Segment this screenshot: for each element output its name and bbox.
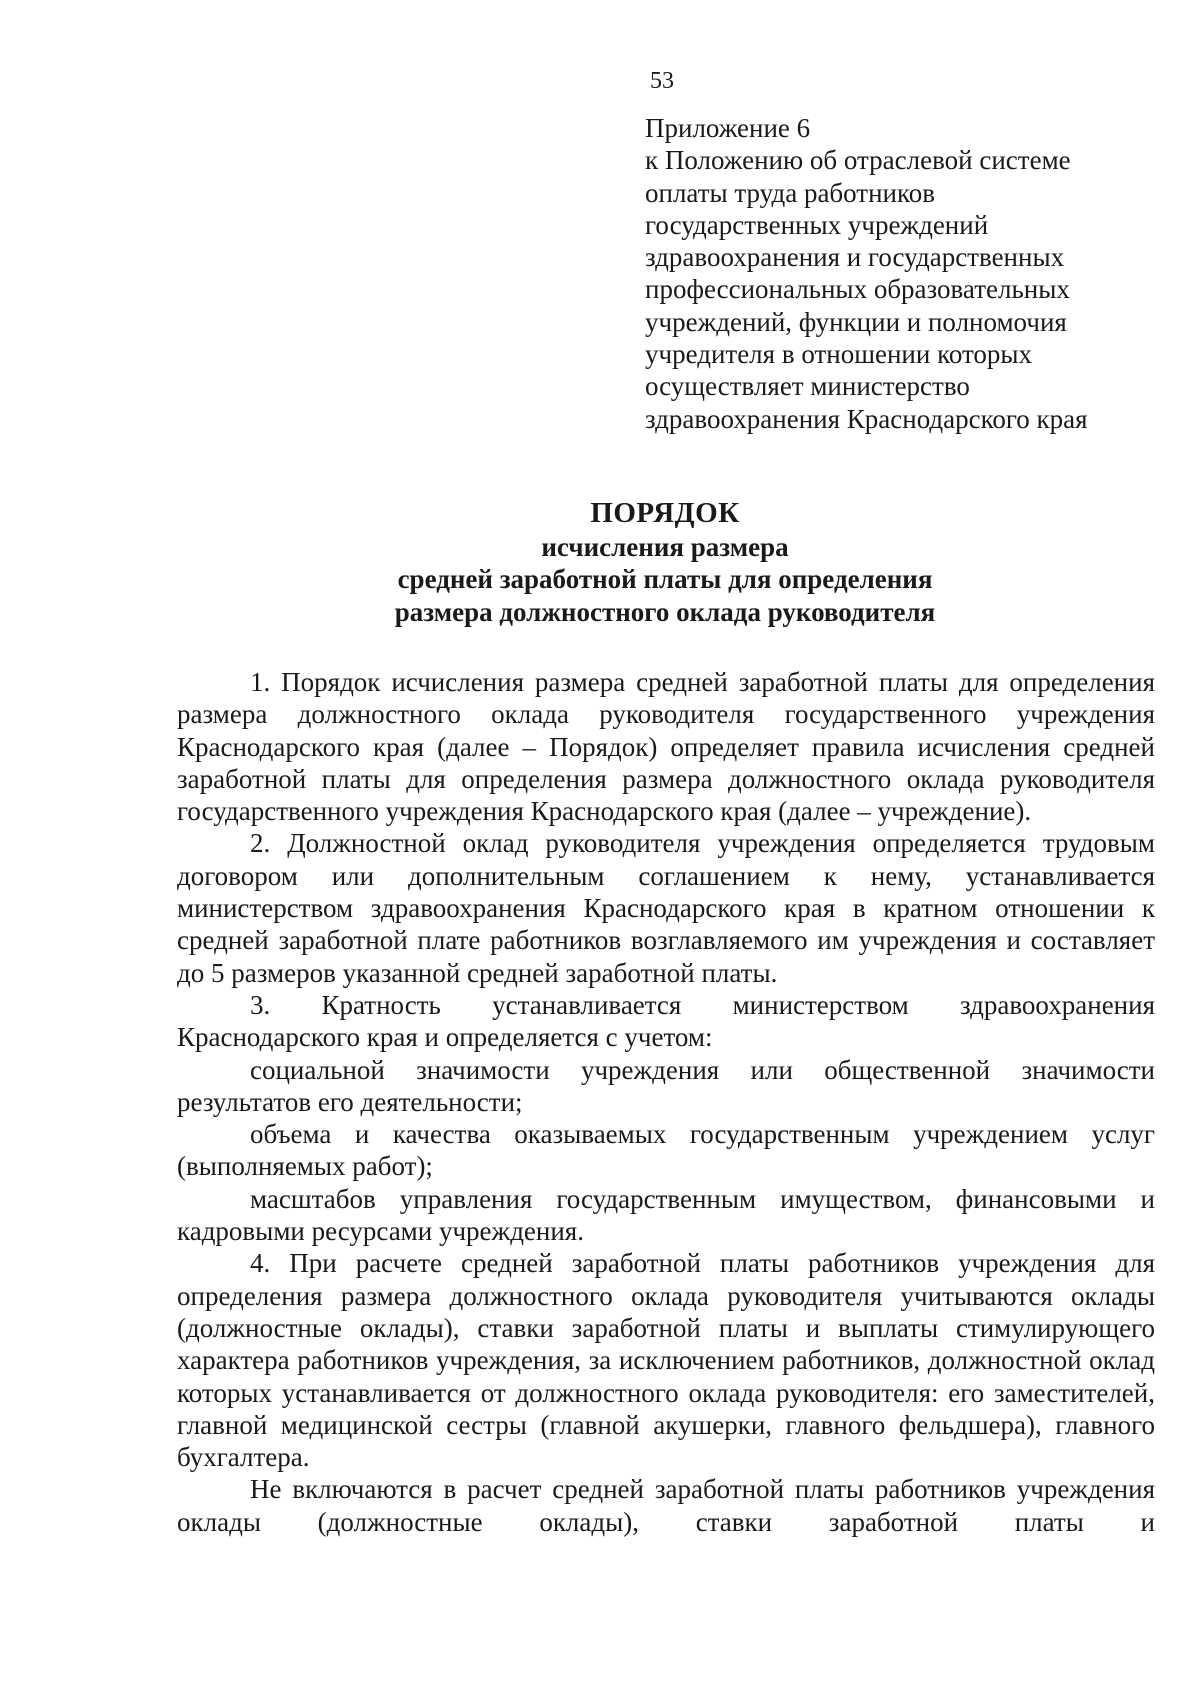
- paragraph-2: 2. Должностной оклад руководителя учреждения определяется трудовым договором или дополнительным соглашением к нему, устанавливается министерством здравоохранения Краснодарского края в кратном отношении к средней заработной плате работников возглавляемого им учреждения и составляет до 5 размеров указанной средней заработной платы.: [177, 828, 1155, 988]
- document-body: [177, 666, 1155, 1538]
- appendix-line: здравоохранения Краснодарского края: [645, 403, 1088, 434]
- paragraph-4-continued: Не включаются в расчет средней заработной платы работников учреждения оклады (должностные оклады), ставки заработной платы и: [177, 1474, 1155, 1537]
- title-line: размера должностного оклада руководителя: [394, 596, 936, 627]
- title-main: ПОРЯДОК: [590, 497, 740, 529]
- appendix-line: учредителя в отношении которых: [645, 339, 1033, 370]
- paragraph-3: 3. Кратность устанавливается министерством здравоохранения Краснодарского края и определяется с учетом:: [177, 989, 1155, 1053]
- appendix-line: осуществляет министерство: [645, 371, 970, 402]
- appendix-line: профессиональных образовательных: [645, 274, 1070, 305]
- appendix-line: Приложение 6: [645, 113, 811, 143]
- appendix-line: учреждений, функции и полномочия: [645, 306, 1067, 337]
- paragraph-3-item-1: социальной значимости учреждения или общественной значимости результатов его деятельности;: [177, 1054, 1155, 1117]
- appendix-line: здравоохранения и государственных: [645, 242, 1065, 273]
- document-title: [0, 497, 1200, 628]
- appendix-line: к Положению об отраслевой системе: [645, 145, 1071, 176]
- appendix-line: оплаты труда работников: [645, 177, 935, 208]
- paragraph-3-item-2: объема и качества оказываемых государственным учреждением услуг (выполняемых работ);: [177, 1119, 1155, 1182]
- title-line: исчисления размера: [541, 531, 789, 562]
- appendix-line: государственных учреждений: [645, 209, 989, 240]
- title-line: средней заработной платы для определения: [397, 564, 933, 594]
- paragraph-1: 1. Порядок исчисления размера средней заработной платы для определения размера должностного оклада руководителя государственного учреждения Краснодарского края (далее – Порядок) определяет правила исчисления средней заработной платы для определения размера должностного оклада руководителя государственного учреждения Краснодарского края (далее – учреждение).: [177, 667, 1155, 827]
- page-number: 53: [650, 68, 674, 94]
- paragraph-4: 4. При расчете средней заработной платы работников учреждения для определения размера должностного оклада руководителя учитываются оклады (должностные оклады), ставки заработной платы и выплаты стимулирующего характера работников учреждения, за исключением работников, должностной оклад которых устанавливается от должностного оклада руководителя: его заместителей, главной медицинской сестры (главной акушерки, главного фельдшера), главного бухгалтера.: [177, 1248, 1155, 1473]
- paragraph-3-item-3: масштабов управления государственным имуществом, финансовыми и кадровыми ресурсами учреждения.: [177, 1183, 1155, 1247]
- appendix-header: [645, 112, 1165, 435]
